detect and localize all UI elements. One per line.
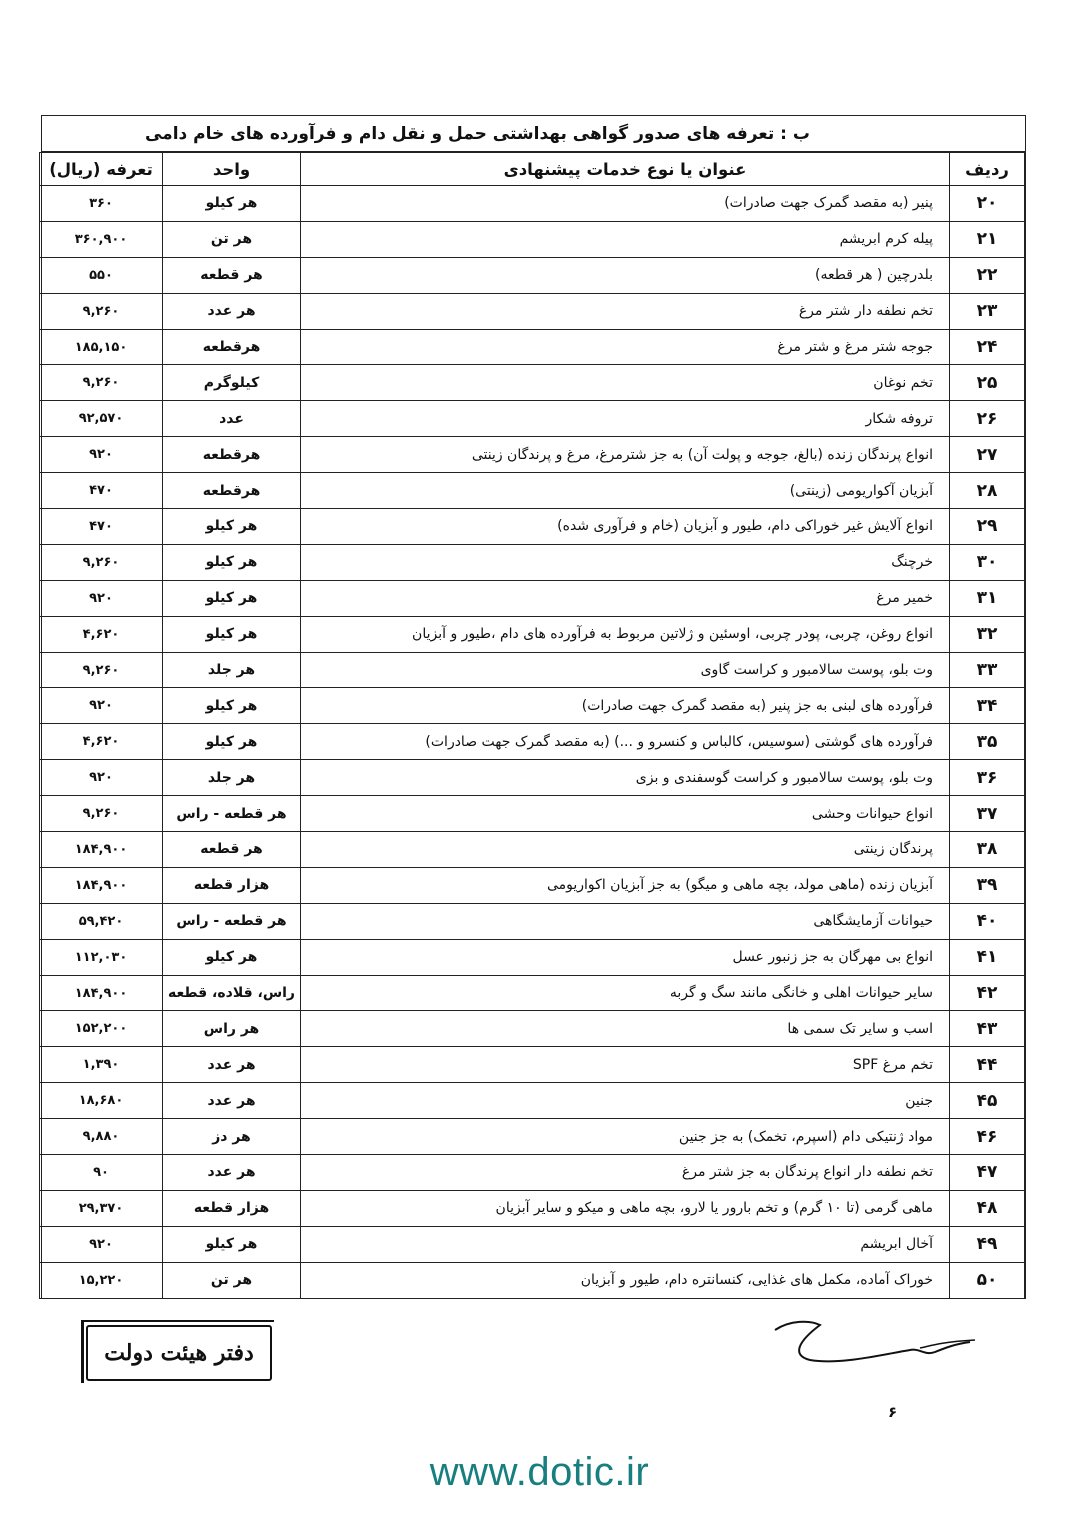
row-unit: هر قطعه <box>163 257 301 293</box>
row-unit: هر کیلو <box>163 688 301 724</box>
row-tariff: ۹۲۰ <box>40 437 163 473</box>
table-row <box>40 867 1025 903</box>
row-number: ۲۸ <box>950 473 1025 509</box>
table-row <box>40 975 1025 1011</box>
row-number: ۲۱ <box>950 221 1025 257</box>
header-title: عنوان یا نوع خدمات پیشنهادی <box>301 153 950 186</box>
row-number: ۳۹ <box>950 867 1025 903</box>
row-unit: هر عدد <box>163 1083 301 1119</box>
table-row <box>40 1011 1025 1047</box>
row-unit: هر کیلو <box>163 580 301 616</box>
row-number: ۴۳ <box>950 1011 1025 1047</box>
row-title: انواع آلایش غیر خوراکی دام، طیور و آبزیان (خام و فرآوری شده) <box>301 509 950 545</box>
row-tariff: ۱۵,۲۲۰ <box>40 1262 163 1298</box>
row-number: ۳۴ <box>950 688 1025 724</box>
row-title: حیوانات آزمایشگاهی <box>301 903 950 939</box>
row-number: ۲۵ <box>950 365 1025 401</box>
row-unit: هر قطعه - راس <box>163 796 301 832</box>
row-unit: هر کیلو <box>163 724 301 760</box>
row-unit: هر عدد <box>163 1155 301 1191</box>
table-row <box>40 1083 1025 1119</box>
row-tariff: ۹,۲۶۰ <box>40 293 163 329</box>
table-header-row <box>40 153 1025 186</box>
row-unit: هر کیلو <box>163 509 301 545</box>
row-unit: عدد <box>163 401 301 437</box>
row-number: ۳۸ <box>950 832 1025 868</box>
table-row <box>40 221 1025 257</box>
table-row <box>40 365 1025 401</box>
row-title: جوجه شتر مرغ و شتر مرغ <box>301 329 950 365</box>
row-unit: هر قطعه <box>163 832 301 868</box>
row-tariff: ۱۱۲,۰۳۰ <box>40 939 163 975</box>
row-number: ۲۶ <box>950 401 1025 437</box>
row-title: آبزیان آکواریومی (زینتی) <box>301 473 950 509</box>
row-number: ۵۰ <box>950 1262 1025 1298</box>
row-number: ۲۹ <box>950 509 1025 545</box>
table-row <box>40 293 1025 329</box>
row-unit: هرقطعه <box>163 473 301 509</box>
row-title: انواع بی مهرگان به جز زنبور عسل <box>301 939 950 975</box>
table-row <box>40 437 1025 473</box>
row-tariff: ۹,۲۶۰ <box>40 544 163 580</box>
row-title: انواع روغن، چربی، پودر چربی، اوسئین و ژلاتین مربوط به فرآورده های دام ،طیور و آبزیان <box>301 616 950 652</box>
table-row <box>40 724 1025 760</box>
row-tariff: ۹,۲۶۰ <box>40 365 163 401</box>
page-number: ۶ <box>888 1403 898 1421</box>
row-tariff: ۱۸۴,۹۰۰ <box>40 832 163 868</box>
row-tariff: ۴,۶۲۰ <box>40 724 163 760</box>
row-tariff: ۹۲۰ <box>40 580 163 616</box>
row-tariff: ۴۷۰ <box>40 509 163 545</box>
table-row <box>40 257 1025 293</box>
row-number: ۲۷ <box>950 437 1025 473</box>
row-number: ۴۶ <box>950 1119 1025 1155</box>
tariff-table <box>39 152 1025 1299</box>
row-title: جنین <box>301 1083 950 1119</box>
row-tariff: ۱۸۵,۱۵۰ <box>40 329 163 365</box>
row-tariff: ۵۹,۴۲۰ <box>40 903 163 939</box>
row-title: تخم نطفه دار انواع پرندگان به جز شتر مرغ <box>301 1155 950 1191</box>
government-office-stamp: دفتر هیئت دولت <box>86 1325 272 1381</box>
table-row <box>40 1155 1025 1191</box>
row-unit: هر کیلو <box>163 544 301 580</box>
row-number: ۳۷ <box>950 796 1025 832</box>
row-unit: هر کیلو <box>163 186 301 222</box>
row-tariff: ۹۲۰ <box>40 1226 163 1262</box>
table-row <box>40 616 1025 652</box>
table-row <box>40 473 1025 509</box>
row-unit: هزار قطعه <box>163 1190 301 1226</box>
row-title: فرآورده های لبنی به جز پنیر (به مقصد گمرک جهت صادرات) <box>301 688 950 724</box>
table-body <box>40 186 1025 1299</box>
row-title: خوراک آماده، مکمل های غذایی، کنسانتره دام، طیور و آبزیان <box>301 1262 950 1298</box>
row-tariff: ۲۹,۳۷۰ <box>40 1190 163 1226</box>
row-unit: هر جلد <box>163 760 301 796</box>
row-title: انواع پرندگان زنده (بالغ، جوجه و پولت آن) به جز شترمرغ، مرغ و پرندگان زینتی <box>301 437 950 473</box>
row-title: خرچنگ <box>301 544 950 580</box>
row-number: ۴۹ <box>950 1226 1025 1262</box>
row-title: بلدرچین ( هر قطعه) <box>301 257 950 293</box>
row-number: ۴۴ <box>950 1047 1025 1083</box>
table-title: ب : تعرفه های صدور گواهی بهداشتی حمل و نقل دام و فرآورده های خام دامی <box>42 116 1025 152</box>
row-number: ۴۸ <box>950 1190 1025 1226</box>
header-row-no: ردیف <box>950 153 1025 186</box>
row-title: پنیر (به مقصد گمرک جهت صادرات) <box>301 186 950 222</box>
row-title: اسب و سایر تک سمی ها <box>301 1011 950 1047</box>
row-title: پیله کرم ابریشم <box>301 221 950 257</box>
row-unit: هر کیلو <box>163 939 301 975</box>
table-row <box>40 796 1025 832</box>
row-title: انواع حیوانات وحشی <box>301 796 950 832</box>
row-unit: هر عدد <box>163 1047 301 1083</box>
header-tariff: تعرفه (ریال) <box>40 153 163 186</box>
row-number: ۳۰ <box>950 544 1025 580</box>
table-row <box>40 1190 1025 1226</box>
row-unit: هر قطعه - راس <box>163 903 301 939</box>
row-tariff: ۹,۸۸۰ <box>40 1119 163 1155</box>
row-unit: هرقطعه <box>163 437 301 473</box>
row-number: ۴۵ <box>950 1083 1025 1119</box>
row-unit: راس، قلاده، قطعه <box>163 975 301 1011</box>
row-number: ۴۰ <box>950 903 1025 939</box>
row-title: وت بلو، پوست سالامبور و کراست گاوی <box>301 652 950 688</box>
row-number: ۳۱ <box>950 580 1025 616</box>
table-row <box>40 760 1025 796</box>
row-unit: هر تن <box>163 1262 301 1298</box>
row-title: تخم مرغ SPF <box>301 1047 950 1083</box>
row-unit: هرقطعه <box>163 329 301 365</box>
row-tariff: ۳۶۰ <box>40 186 163 222</box>
row-unit: هر کیلو <box>163 1226 301 1262</box>
row-number: ۲۳ <box>950 293 1025 329</box>
row-tariff: ۹۲۰ <box>40 688 163 724</box>
table-row <box>40 186 1025 222</box>
table-row <box>40 832 1025 868</box>
row-tariff: ۱,۳۹۰ <box>40 1047 163 1083</box>
row-title: فرآورده های گوشتی (سوسیس، کالباس و کنسرو و ...) (به مقصد گمرک جهت صادرات) <box>301 724 950 760</box>
row-unit: هر دز <box>163 1119 301 1155</box>
table-row <box>40 401 1025 437</box>
table-row <box>40 903 1025 939</box>
row-number: ۴۷ <box>950 1155 1025 1191</box>
table-row <box>40 509 1025 545</box>
signature <box>770 1300 990 1390</box>
row-tariff: ۹۲,۵۷۰ <box>40 401 163 437</box>
table-row <box>40 688 1025 724</box>
row-title: آبزیان زنده (ماهی مولد، بچه ماهی و میگو) به جز آبزیان اکواریومی <box>301 867 950 903</box>
table-row <box>40 939 1025 975</box>
table-row <box>40 544 1025 580</box>
row-unit: هزار قطعه <box>163 867 301 903</box>
table-row <box>40 1262 1025 1298</box>
row-tariff: ۱۵۲,۲۰۰ <box>40 1011 163 1047</box>
table-row <box>40 329 1025 365</box>
row-title: تخم نوغان <box>301 365 950 401</box>
header-unit: واحد <box>163 153 301 186</box>
row-tariff: ۵۵۰ <box>40 257 163 293</box>
row-tariff: ۹,۲۶۰ <box>40 652 163 688</box>
row-number: ۲۴ <box>950 329 1025 365</box>
row-tariff: ۹,۲۶۰ <box>40 796 163 832</box>
row-title: خمیر مرغ <box>301 580 950 616</box>
table-row <box>40 1226 1025 1262</box>
row-unit: هر عدد <box>163 293 301 329</box>
row-tariff: ۳۶۰,۹۰۰ <box>40 221 163 257</box>
row-title: سایر حیوانات اهلی و خانگی مانند سگ و گربه <box>301 975 950 1011</box>
row-tariff: ۱۸۴,۹۰۰ <box>40 975 163 1011</box>
row-title: تروفه شکار <box>301 401 950 437</box>
row-unit: هر تن <box>163 221 301 257</box>
row-number: ۳۶ <box>950 760 1025 796</box>
row-unit: هر جلد <box>163 652 301 688</box>
row-number: ۳۳ <box>950 652 1025 688</box>
table-row <box>40 652 1025 688</box>
row-unit: هر راس <box>163 1011 301 1047</box>
table-row <box>40 580 1025 616</box>
row-tariff: ۴۷۰ <box>40 473 163 509</box>
row-number: ۳۲ <box>950 616 1025 652</box>
row-title: وت بلو، پوست سالامبور و کراست گوسفندی و بزی <box>301 760 950 796</box>
row-title: تخم نطفه دار شتر مرغ <box>301 293 950 329</box>
row-tariff: ۱۸۴,۹۰۰ <box>40 867 163 903</box>
row-title: آخال ابریشم <box>301 1226 950 1262</box>
row-tariff: ۹۰ <box>40 1155 163 1191</box>
tariff-table-frame <box>41 115 1026 1299</box>
footer-website[interactable]: www.dotic.ir <box>429 1450 650 1494</box>
row-title: ماهی گرمی (تا ۱۰ گرم) و تخم بارور یا لارو، بچه ماهی و میکو و سایر آبزیان <box>301 1190 950 1226</box>
row-tariff: ۴,۶۲۰ <box>40 616 163 652</box>
row-tariff: ۹۲۰ <box>40 760 163 796</box>
table-row <box>40 1047 1025 1083</box>
row-number: ۲۲ <box>950 257 1025 293</box>
row-unit: کیلوگرم <box>163 365 301 401</box>
row-number: ۴۱ <box>950 939 1025 975</box>
row-tariff: ۱۸,۶۸۰ <box>40 1083 163 1119</box>
row-title: پرندگان زینتی <box>301 832 950 868</box>
row-unit: هر کیلو <box>163 616 301 652</box>
row-number: ۲۰ <box>950 186 1025 222</box>
table-row <box>40 1119 1025 1155</box>
row-number: ۴۲ <box>950 975 1025 1011</box>
row-title: مواد ژنتیکی دام (اسپرم، تخمک) به جز جنین <box>301 1119 950 1155</box>
row-number: ۳۵ <box>950 724 1025 760</box>
